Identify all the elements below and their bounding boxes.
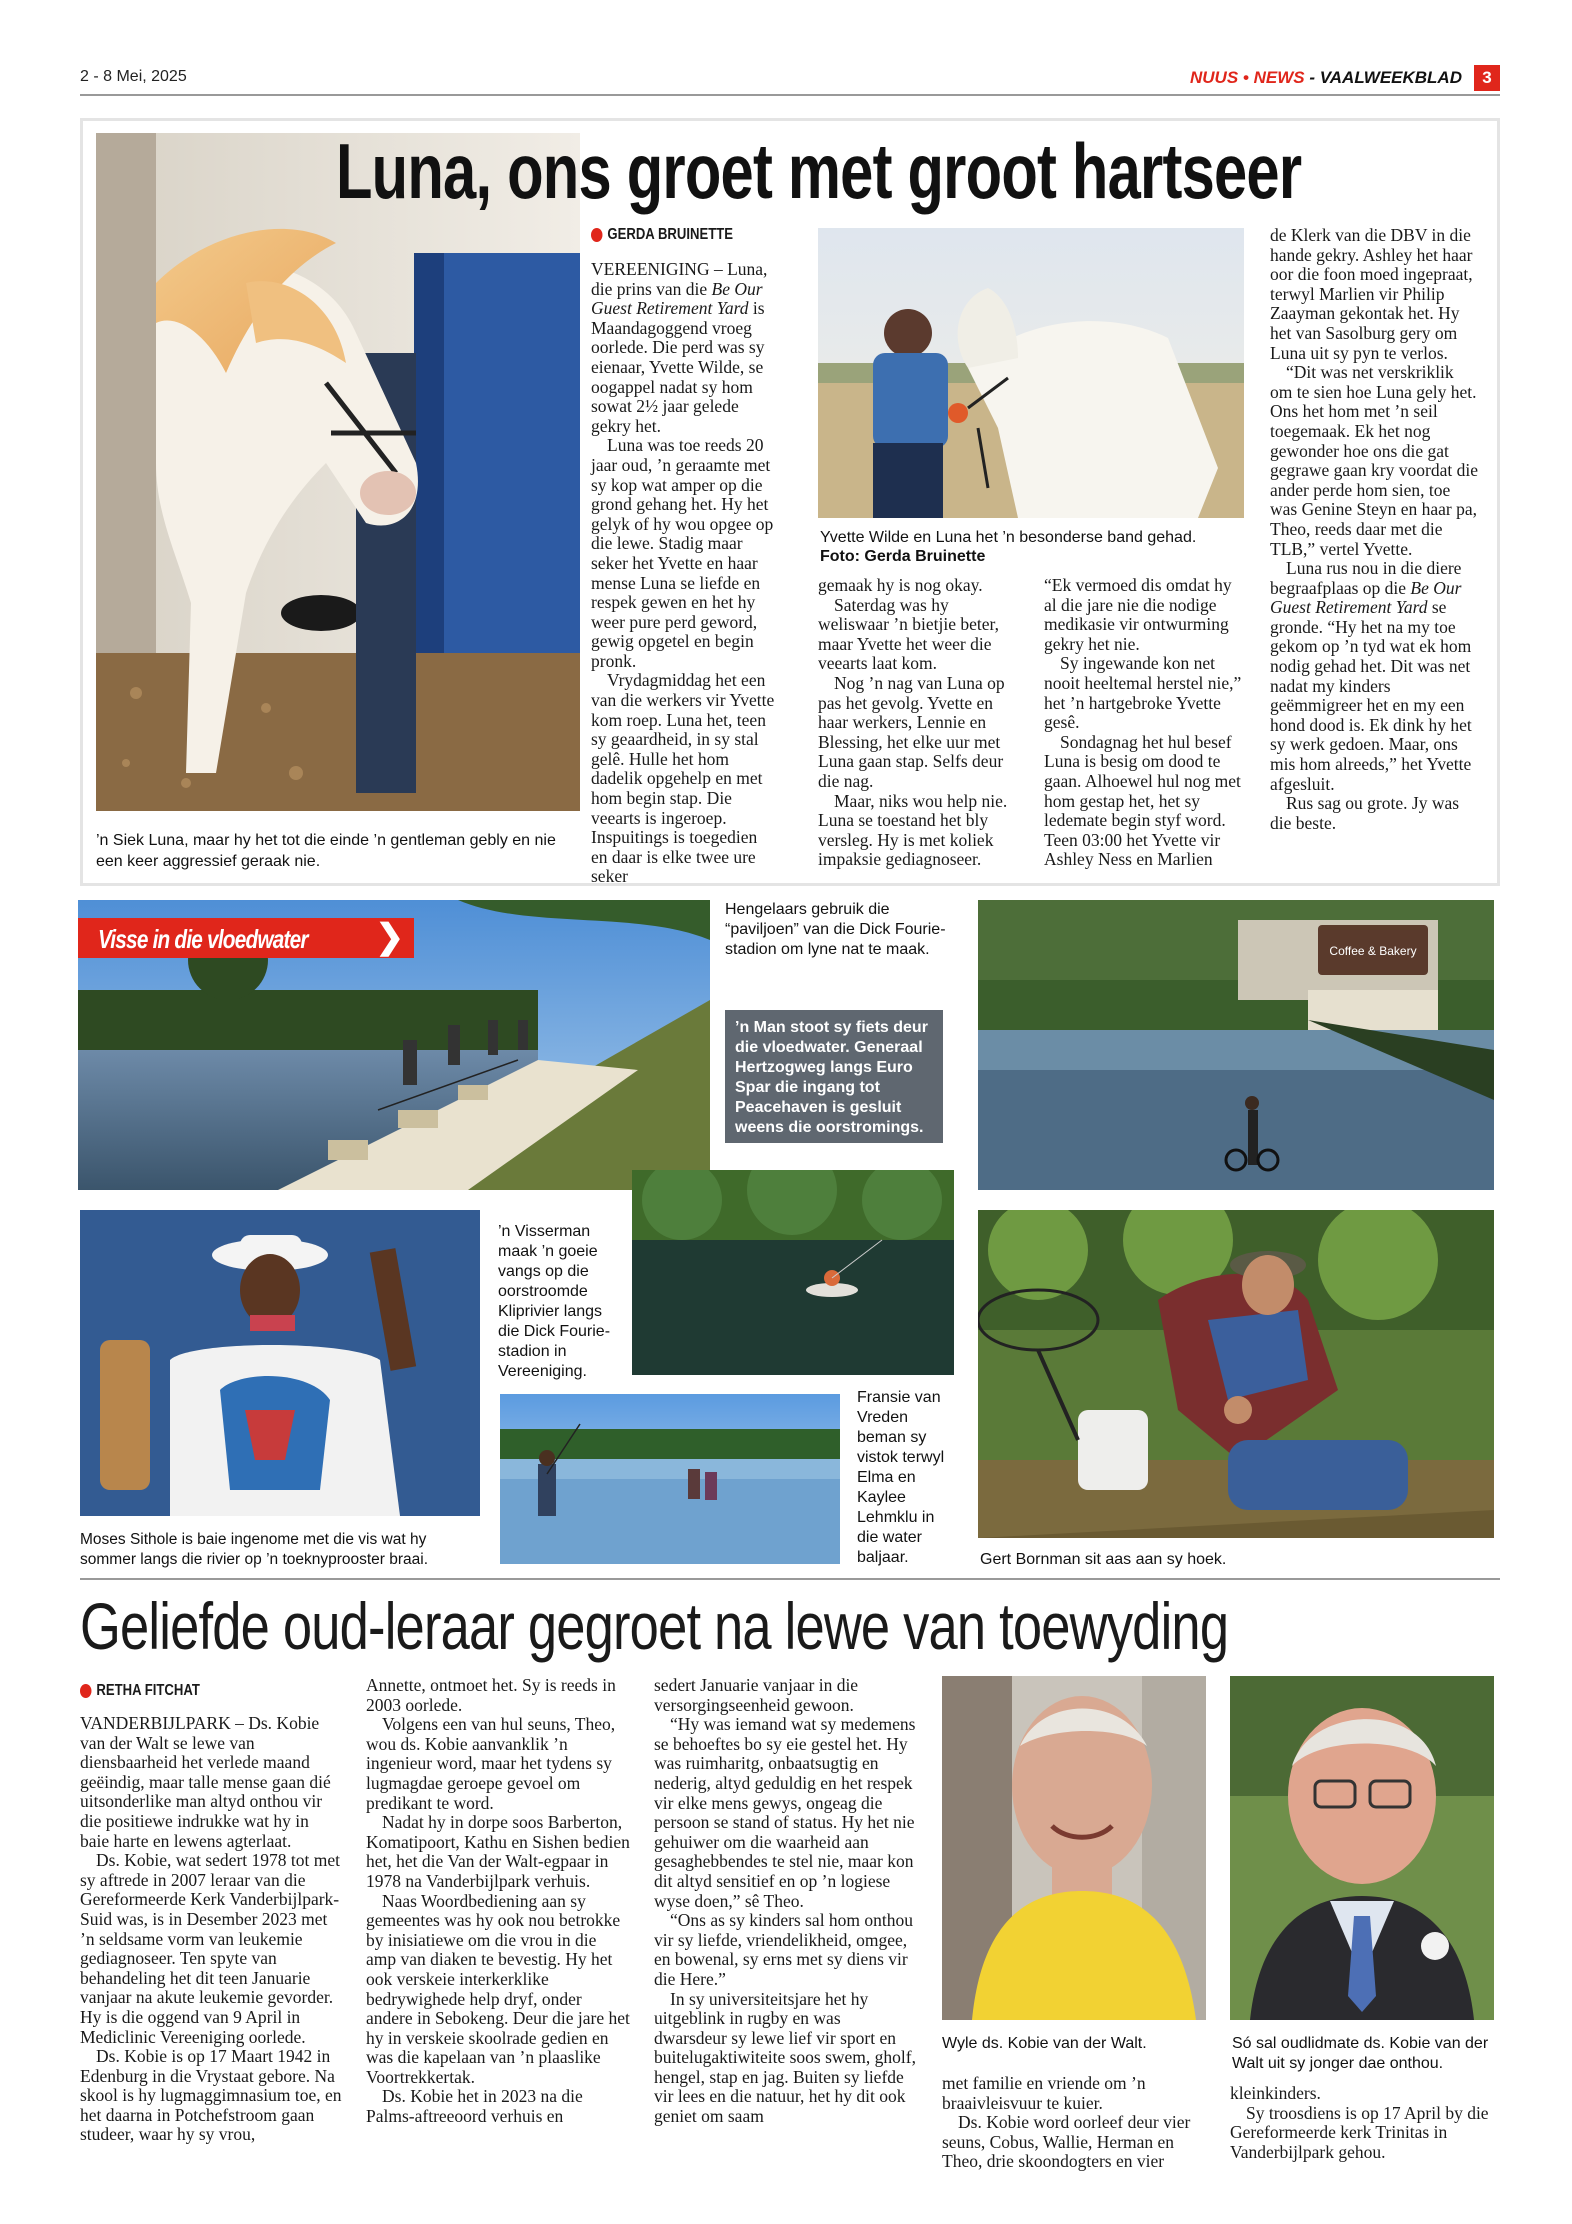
flooded-road-photo <box>978 900 1494 1190</box>
kobie-young-photo <box>1230 1676 1494 2020</box>
section-news: NEWS <box>1253 68 1305 87</box>
byline-dot-icon <box>80 1684 91 1698</box>
kobie-paragraph: VANDERBIJLPARK – Ds. Kobie van der Walt se lewe van diensbaarheid het verlede maand geëindig, maar talle mense gaan dié uitsonderlike man altyd onthou vir die positiewe indrukke wat hy in baie harte en lewens agterlaat. <box>80 1713 331 1851</box>
luna-main-caption: ’n Siek Luna, maar hy het tot die einde ’n gentleman gebly en nie een keer aggressief geraak nie. <box>96 832 556 870</box>
fishing-banner <box>78 918 414 958</box>
kobie-column-5 <box>1230 2084 1494 2162</box>
section-label: NUUS • NEWS - VAALWEEKBLAD <box>1189 68 1462 87</box>
luna-stall-photo <box>96 133 580 811</box>
paper-name: - VAALWEEKBLAD <box>1309 68 1462 87</box>
luna-column-2 <box>818 576 1018 870</box>
luna-paragraph: VEREENIGING – Luna, die prins van die Be Our Guest Retirement Yard is Maandagoggend vroeg oorlede. Die perd was sy eienaar, Yvette Wilde, se oogappel nadat sy hom sowat 2½ jaar gelede gekry het. <box>591 259 768 436</box>
cafe-sign: Coffee & Bakery <box>1329 944 1417 958</box>
byline-dot-icon <box>591 228 602 242</box>
moses-caption: Moses Sithole is baie ingenome met die vis wat hy sommer langs die rivier op ’n toeknyprooster braai. <box>80 1531 429 1568</box>
kobie-paragraph: Nadat hy in dorpe soos Barberton, Komatipoort, Kathu en Sishen bedien het, het die Van der Walt-egpaar in 1978 na Vanderbijlpark verhuis. <box>366 1812 630 1891</box>
section-nuus: NUUS <box>1189 68 1239 87</box>
yvette-caption: Yvette Wilde en Luna het ’n besonderse band gehad. Foto: Gerda Bruinette <box>820 529 1197 565</box>
kobie-old-photo <box>942 1676 1206 2020</box>
gert-caption: Gert Bornman sit aas aan sy hoek. <box>980 1551 1227 1568</box>
yvette-luna-photo <box>818 228 1244 518</box>
fransie-photo <box>500 1394 840 1564</box>
kobie-paragraph: “Hy was iemand wat sy medemens se behoeftes bo sy eie gestel het. Hy was ruimharitg, onbaatsugtig en nederig, altyd geduldig en het respek vir elke mens gewys, ongeag die persoon se stand of status. Hy het nie gehuiwer om die waarheid aan gesaghebbendes te stel nie, maar kon dit altyd sensitief en op ’n logiese wyse doen,” sê Theo. <box>654 1714 916 1911</box>
luna-paragraph: Saterdag was hy weliswaar ’n bietjie beter, maar Yvette het weer die veearts laat kom. <box>818 594 1000 674</box>
luna-paragraph: Vrydagmiddag het een van die werkers vir Yvette kom roep. Luna het, teen sy geaardheid, in sy stal gelê. Hulle het hom dadelik opgehelp en met hom begin stap. Die veearts is ingeroep. Inspuitings is toegedien en daar is elke twee ure seker <box>591 670 775 887</box>
page-number: 3 <box>1474 65 1500 91</box>
river-fisherman-photo <box>632 1170 954 1375</box>
fishing-banner-title: Visse in die vloedwater <box>98 924 308 954</box>
luna-paragraph: gemaak hy is nog okay. <box>818 575 983 595</box>
kobie-paragraph: Naas Woordbediening aan sy gemeentes was hy ook nou betrokke by inisiatiewe om die vrou in die amp van diaken te bevestig. Hy het ook verskeie interkerklike bedrywighede help dryf, onder andere in Sebokeng. Deur die jare het hy in verskeie skoolrade gedien en was die kapelaan van ’n plaaslike Voortrekkertak. <box>366 1890 630 2087</box>
moses-photo <box>80 1210 480 1516</box>
luna-paragraph: Rus sag ou grote. Jy was die beste. <box>1270 793 1460 833</box>
fransie-caption: Fransie van Vreden beman sy vistok terwyl Elma en Kaylee Lehmklu in die water baljaar. <box>857 1389 945 1566</box>
kobie-paragraph: “Ons as sy kinders sal hom onthou vir sy liefde, vriendelikheid, omgee, en bowenal, sy erns met sy diens vir die Here.” <box>654 1910 914 1989</box>
luna-byline <box>591 226 733 244</box>
luna-column-1 <box>591 260 777 887</box>
kobie-paragraph: Volgens een van hul seuns, Theo, wou ds. Kobie aanvanklik ’n ingenieur word, maar het tydens sy lugmagdae geroepe gevoel om predikant te word. <box>366 1714 616 1813</box>
kobie-paragraph: In sy universiteitsjare het hy uitgeblink in rugby en was dwarsdeur sy lewe lief vir sport en buitelugaktiwiteite soos swem, gholf, hengel, stap en jag. Buiten sy liefde vir lees en die natuur, het hy dit ook geniet om saam <box>654 1988 916 2127</box>
kobie-paragraph: Sy troosdiens is op 17 April by die Gereformeerde kerk Trinitas in Vanderbijlpark gehou. <box>1230 2102 1489 2162</box>
luna-paragraph: Maar, niks wou help nie. Luna se toestand het bly versleg. Hy is met koliek impaksie gediagnoseer. <box>818 790 1008 870</box>
fisherman-caption: ’n Visserman maak ’n goeie vangs op die oorstroomde Kliprivier langs die Dick Fourie-stadion in Vereeniging. <box>498 1223 611 1380</box>
bike-caption: ’n Man stoot sy fiets deur die vloedwater. Generaal Hertzogweg langs Euro Spar die ingang tot Peacehaven is gesluit weens die oorstromings. <box>735 1019 928 1136</box>
kobie-paragraph: Ds. Kobie is op 17 Maart 1942 in Edenburg in die Vrystaat gebore. Na skool is hy lugmaggimnasium toe, en het daarna in Potchefstroom gaan studeer, waar hy sy vrou, <box>80 2046 342 2145</box>
luna-column-4 <box>1270 226 1478 833</box>
luna-column-3 <box>1044 576 1246 870</box>
page-header <box>80 60 1500 96</box>
luna-paragraph: “Dit was net verskriklik om te sien hoe Luna gely het. Ons het hom met ’n seil toegemaak. Ek het nog gewonder hoe ons die gat gegrawe gaan kry voordat die ander perde hom sien, toe was Genine Steyn en haar pa, Theo, reeds daar met die TLB,” vertel Yvette. <box>1270 362 1478 559</box>
luna-paragraph: de Klerk van die DBV in die hande gekry. Ashley het haar oor die foon moed ingepraat, terwyl Marlien vir Philip Zaayman gekontak het. Hy het van Sasolburg gery om Luna uit sy pyn te verlos. <box>1270 225 1473 363</box>
kobie-paragraph: Annette, ontmoet het. Sy is reeds in 2003 oorlede. <box>366 1675 616 1715</box>
chevron-right-icon: ❯ <box>375 918 404 956</box>
kobie-left-caption: Wyle ds. Kobie van der Walt. <box>942 2035 1147 2052</box>
kobie-column-4 <box>942 2074 1204 2172</box>
luna-paragraph: Luna rus nou in die diere begraafplaas op die Be Our Guest Retirement Yard se gronde. “Hy het na my toe gekom op ’n tyd wat ek hom nodig gehad het. Dit was net nadat my kinders geëmmigreer het en my een hond dood is. Ek dink hy het sy werk gedoen. Maar, ons mis hom alreeds,” het Yvette afgesluit. <box>1270 558 1472 794</box>
kobie-right-caption: Só sal oudlidmate ds. Kobie van der Walt uit sy jonger dae onthou. <box>1232 2035 1489 2072</box>
luna-paragraph: “Ek vermoed dis omdat hy al die jare nie die nodige medikasie vir ontwurming gekry het nie. <box>1044 575 1232 654</box>
anglers-caption: Hengelaars gebruik die “paviljoen” van die Dick Fourie-stadion om lyne nat te maak. <box>725 901 946 958</box>
kobie-paragraph: kleinkinders. <box>1230 2083 1321 2103</box>
kobie-byline-name: RETHA FITCHAT <box>96 1682 200 1699</box>
kobie-paragraph: Ds. Kobie word oorleef deur vier seuns, Cobus, Wallie, Herman en Theo, drie skoondogters en vier <box>942 2112 1191 2172</box>
kobie-column-2 <box>366 1676 630 2127</box>
gert-photo <box>978 1210 1494 1538</box>
kobie-paragraph: Ds. Kobie het in 2023 na die Palms-aftreeoord verhuis en <box>366 2086 583 2127</box>
issue-date: 2 - 8 Mei, 2025 <box>80 68 187 85</box>
luna-paragraph: Sy ingewande kon net nooit heeltemal herstel nie,” het ’n hartgebroke Yvette gesê. <box>1044 653 1242 733</box>
kobie-paragraph: met familie en vriende om ’n braaivleisvuur te kuier. <box>942 2073 1146 2113</box>
luna-paragraph: Sondagnag het hul besef Luna is besig om dood te gaan. Alhoewel hul nog met hom gestap het, het sy ledemate begin styf word. Teen 03:00 het Yvette vir Ashley Ness en Marlien <box>1044 731 1241 870</box>
kobie-column-1 <box>80 1714 342 2145</box>
luna-paragraph: Luna was toe reeds 20 jaar oud, ’n geraamte met sy kop wat amper op die grond gehang het. Hy het gelyk of hy wou opgee op die lewe. Stadig maar seker het Yvette en haar mense Luna se liefde en respek gewen en het hy weer pure perd geword, gewig opgetel en begin pronk. <box>591 435 774 671</box>
kobie-column-3 <box>654 1676 916 2127</box>
kobie-paragraph: Ds. Kobie, wat sedert 1978 tot met sy aftrede in 2007 leraar van die Gereformeerde Kerk Vanderbijlpark-Suid was, is in Desember 2023 met ’n seldsame vorm van leukemie gediagnoseer. Ten spyte van behandeling het dit teen Januarie vanjaar na akute leukemie gevorder. Hy is die oggend van 9 April in Mediclinic Vereeniging oorlede. <box>80 1850 340 2047</box>
kobie-headline: Geliefde oud-leraar gegroet na lewe van toewyding <box>80 1589 1229 1663</box>
kobie-byline <box>80 1682 200 1700</box>
luna-headline: Luna, ons groet met groot hartseer <box>336 127 1302 215</box>
bike-caption-box <box>725 1010 943 1143</box>
luna-byline-name: GERDA BRUINETTE <box>607 226 734 243</box>
luna-paragraph: Nog ’n nag van Luna op pas het gevolg. Yvette en haar werkers, Lennie en Blessing, het elke uur met Luna gaan stap. Selfs deur die nag. <box>818 672 1005 791</box>
kobie-paragraph: sedert Januarie vanjaar in die versorgingseenheid gewoon. <box>654 1675 859 1715</box>
section-divider <box>80 1578 1500 1580</box>
